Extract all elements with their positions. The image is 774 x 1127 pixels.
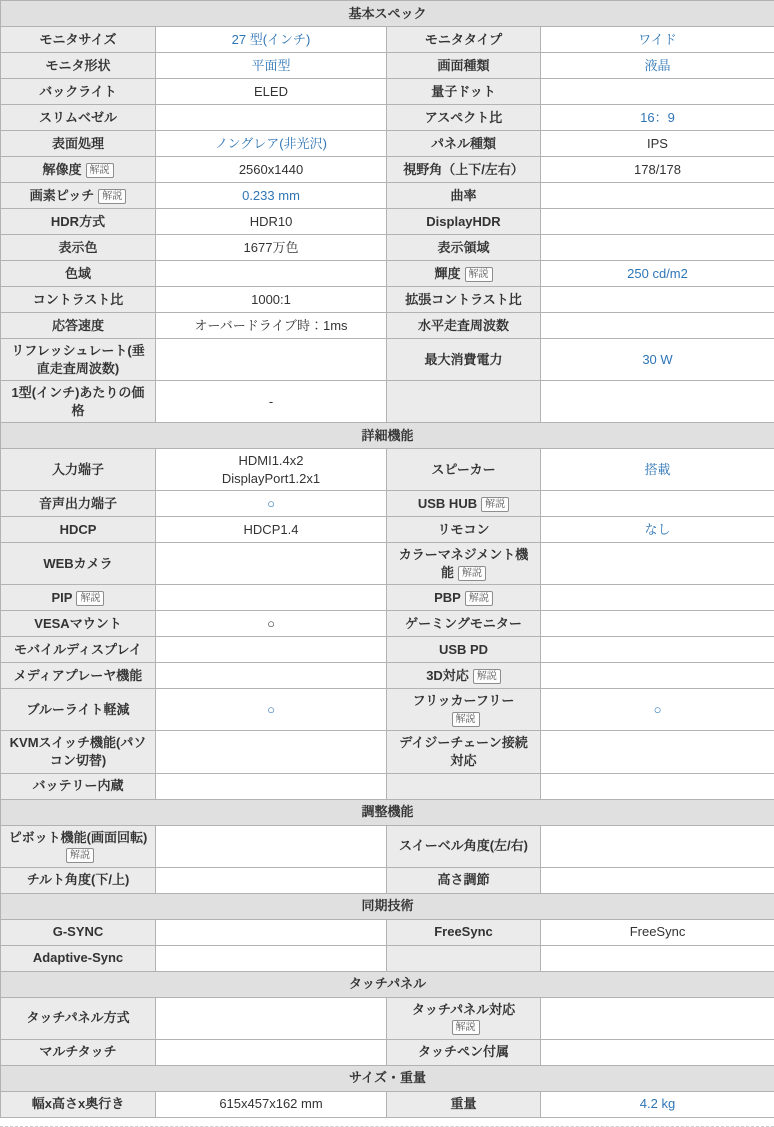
spec-row (1, 105, 774, 131)
spec-label: 表面処理 (52, 136, 104, 151)
spec-value: 615x457x162 mm (219, 1096, 322, 1111)
spec-value-link[interactable]: ノングレア(非光沢) (215, 136, 327, 151)
spec-label: モニタ形状 (45, 58, 110, 73)
spec-label: 表示色 (58, 240, 97, 255)
spec-label-cell (1, 773, 156, 799)
kaisetsu-help-badge[interactable]: 解説 (66, 848, 94, 863)
spec-label: 重量 (450, 1096, 476, 1111)
spec-row (1, 919, 774, 945)
spec-value-cell (156, 27, 387, 53)
spec-value-cell (541, 339, 774, 381)
kaisetsu-help-badge[interactable]: 解説 (452, 1020, 480, 1035)
spec-label-cell (387, 731, 541, 773)
spec-value-cell (156, 543, 387, 585)
spec-label-cell (387, 339, 541, 381)
spec-value-link[interactable]: 平面型 (251, 58, 290, 73)
spec-label-cell (387, 157, 541, 183)
spec-label-cell (387, 183, 541, 209)
spec-value-cell (541, 585, 774, 611)
section-header: 同期技術 (1, 893, 774, 919)
spec-label: チルト角度(下/上) (27, 872, 130, 887)
spec-value-cell (156, 637, 387, 663)
spec-value-cell (156, 867, 387, 893)
spec-value-link[interactable]: 27 型(インチ) (232, 32, 311, 47)
spec-label-cell (387, 209, 541, 235)
spec-value-cell (156, 131, 387, 157)
spec-label-cell (387, 79, 541, 105)
spec-label-cell (387, 491, 541, 517)
spec-label-cell (1, 381, 156, 423)
spec-label-cell (387, 53, 541, 79)
spec-label: PBP (434, 590, 461, 605)
spec-label-cell (1, 585, 156, 611)
spec-label-cell (387, 381, 541, 423)
spec-label-cell (1, 157, 156, 183)
spec-label: 輝度 (434, 266, 460, 281)
spec-label: タッチパネル方式 (26, 1010, 129, 1025)
spec-value-cell (541, 637, 774, 663)
spec-label-cell (387, 313, 541, 339)
spec-row (1, 825, 774, 867)
section-header: 調整機能 (1, 799, 774, 825)
spec-label: VESAマウント (34, 616, 121, 631)
spec-value: IPS (647, 136, 668, 151)
spec-label: スピーカー (431, 462, 495, 477)
spec-row (1, 287, 774, 313)
spec-value-cell (541, 53, 774, 79)
spec-label-cell (387, 919, 541, 945)
spec-label: WEBカメラ (43, 556, 112, 571)
kaisetsu-help-badge[interactable]: 解説 (452, 712, 480, 727)
spec-label-cell (387, 773, 541, 799)
spec-label-cell (387, 825, 541, 867)
spec-value: 2560x1440 (239, 162, 303, 177)
spec-label-cell (1, 53, 156, 79)
spec-label-cell (1, 997, 156, 1039)
spec-value-cell (541, 731, 774, 773)
spec-value-cell (541, 105, 774, 131)
spec-value-cell (156, 491, 387, 517)
spec-row (1, 543, 774, 585)
spec-value-cell (156, 261, 387, 287)
spec-label: パネル種類 (431, 136, 496, 151)
kaisetsu-help-badge[interactable]: 解説 (465, 591, 493, 606)
spec-label: 表示領域 (437, 240, 489, 255)
spec-row (1, 157, 774, 183)
spec-value: オーバードライブ時：1ms (194, 318, 347, 333)
spec-value-link[interactable]: 搭載 (645, 462, 671, 477)
spec-value: 1677万色 (244, 240, 299, 255)
spec-row (1, 731, 774, 773)
spec-label: 幅x高さx奥行き (32, 1096, 124, 1111)
spec-label-cell (387, 449, 541, 491)
spec-label: スリムベゼル (39, 110, 117, 125)
spec-value-link[interactable]: 16：9 (640, 110, 675, 125)
spec-value-cell (541, 611, 774, 637)
section-header-row (1, 1, 774, 27)
spec-label-cell (1, 919, 156, 945)
spec-value-cell (541, 945, 774, 971)
section-header-row (1, 893, 774, 919)
spec-label-cell (1, 543, 156, 585)
spec-value-cell (541, 919, 774, 945)
spec-label: バッテリー内蔵 (32, 778, 123, 793)
spec-value-link[interactable]: ○ (267, 702, 275, 717)
spec-row (1, 773, 774, 799)
spec-label: タッチパネル対応 (412, 1002, 515, 1017)
spec-label: ブルーライト軽減 (26, 702, 129, 717)
spec-value-cell (541, 79, 774, 105)
kaisetsu-help-badge[interactable]: 解説 (98, 189, 126, 204)
spec-value: - (269, 394, 273, 409)
spec-label-cell (1, 235, 156, 261)
spec-label-cell (387, 235, 541, 261)
spec-value-cell (541, 1039, 774, 1065)
spec-value-cell (156, 209, 387, 235)
section-header-row (1, 1065, 774, 1091)
spec-label: バックライト (39, 84, 117, 99)
spec-value-cell (156, 585, 387, 611)
spec-value-cell (541, 543, 774, 585)
spec-label: リモコン (437, 522, 489, 537)
spec-value-cell (541, 449, 774, 491)
kaisetsu-help-badge[interactable]: 解説 (481, 497, 509, 512)
spec-label: DisplayHDR (426, 214, 500, 229)
spec-label: HDCP (60, 522, 97, 537)
spec-row (1, 449, 774, 491)
spec-row (1, 663, 774, 689)
spec-label: 拡張コントラスト比 (405, 292, 522, 307)
spec-value-cell (156, 53, 387, 79)
spec-label-cell (1, 79, 156, 105)
spec-row (1, 381, 774, 423)
spec-label-cell (387, 867, 541, 893)
spec-label-cell (1, 313, 156, 339)
spec-value-cell (156, 945, 387, 971)
spec-value-cell (541, 261, 774, 287)
spec-label-cell (387, 287, 541, 313)
spec-row (1, 611, 774, 637)
spec-label-cell (1, 517, 156, 543)
spec-label: 解像度 (42, 162, 81, 177)
spec-label-cell (1, 637, 156, 663)
spec-row (1, 945, 774, 971)
spec-row (1, 27, 774, 53)
spec-value-cell (156, 773, 387, 799)
spec-value: HDMI1.4x2 DisplayPort1.2x1 (222, 453, 320, 486)
spec-value-link[interactable]: 250 cd/m2 (627, 266, 688, 281)
spec-value-cell (541, 131, 774, 157)
spec-value-cell (156, 919, 387, 945)
spec-value-cell (156, 183, 387, 209)
spec-label-cell (1, 449, 156, 491)
spec-value-cell (541, 1091, 774, 1117)
spec-value: 1000:1 (251, 292, 291, 307)
spec-label-cell (1, 731, 156, 773)
spec-value-cell (541, 663, 774, 689)
spec-row (1, 53, 774, 79)
spec-label: USB PD (439, 642, 488, 657)
section-header: 基本スペック (1, 1, 774, 27)
spec-value-link[interactable]: 30 W (642, 352, 672, 367)
spec-label: HDR方式 (51, 214, 105, 229)
spec-table-body (1, 1, 774, 1118)
spec-value-cell (541, 381, 774, 423)
spec-row (1, 867, 774, 893)
spec-row (1, 997, 774, 1039)
spec-value-link[interactable]: 4.2 kg (640, 1096, 675, 1111)
spec-label: 高さ調節 (437, 872, 489, 887)
spec-value-cell (156, 731, 387, 773)
spec-label: ピボット機能(画面回転) (9, 830, 148, 845)
spec-row (1, 261, 774, 287)
kaisetsu-help-badge[interactable]: 解説 (76, 591, 104, 606)
spec-value-cell (541, 209, 774, 235)
spec-label-cell (387, 997, 541, 1039)
spec-label: FreeSync (434, 924, 493, 939)
spec-label-cell (1, 131, 156, 157)
spec-value-cell (541, 825, 774, 867)
spec-label-cell (1, 611, 156, 637)
spec-label: マルチタッチ (39, 1044, 116, 1059)
spec-label-cell (1, 689, 156, 731)
spec-label-cell (387, 543, 541, 585)
spec-value-cell (541, 689, 774, 731)
spec-label: 量子ドット (431, 84, 495, 99)
kaisetsu-help-badge[interactable]: 解説 (465, 267, 493, 282)
spec-label: モバイルディスプレイ (14, 642, 142, 657)
section-header: 詳細機能 (1, 423, 774, 449)
spec-label: PIP (52, 590, 73, 605)
section-header-row (1, 423, 774, 449)
spec-label: G-SYNC (53, 924, 104, 939)
section-header: サイズ・重量 (1, 1065, 774, 1091)
kaisetsu-help-badge[interactable]: 解説 (458, 566, 486, 581)
spec-value: FreeSync (630, 924, 686, 939)
spec-row (1, 637, 774, 663)
spec-value: ELED (254, 84, 288, 99)
spec-label-cell (387, 1091, 541, 1117)
spec-label-cell (1, 1091, 156, 1117)
spec-label-cell (1, 105, 156, 131)
spec-label-cell (1, 339, 156, 381)
spec-value-cell (156, 339, 387, 381)
spec-row (1, 491, 774, 517)
spec-label: リフレッシュレート(垂直走査周波数) (11, 343, 144, 376)
spec-label: カラーマネジメント機能 (399, 547, 529, 580)
spec-value-cell (156, 287, 387, 313)
spec-value-cell (156, 381, 387, 423)
spec-value-cell (541, 235, 774, 261)
spec-label-cell (1, 1039, 156, 1065)
section-header: タッチパネル (1, 971, 774, 997)
spec-label: KVMスイッチ機能(パソコン切替) (10, 735, 147, 768)
spec-label: アスペクト比 (425, 110, 502, 125)
spec-value-cell (156, 517, 387, 543)
spec-value: HDR10 (250, 214, 293, 229)
spec-value-cell (541, 867, 774, 893)
spec-label: USB HUB (418, 496, 477, 511)
spec-label-cell (1, 287, 156, 313)
spec-row (1, 313, 774, 339)
spec-label: メディアプレーヤ機能 (14, 668, 142, 683)
spec-value-cell (156, 997, 387, 1039)
spec-value-cell (541, 997, 774, 1039)
spec-value-cell (156, 689, 387, 731)
spec-row (1, 235, 774, 261)
spec-value: HDCP1.4 (244, 522, 299, 537)
spec-label: 視野角（上下/左右） (403, 162, 524, 177)
kaisetsu-help-badge[interactable]: 解説 (86, 163, 114, 178)
spec-label: タッチペン付属 (418, 1044, 509, 1059)
section-header-row (1, 971, 774, 997)
spec-row (1, 339, 774, 381)
spec-label-cell (1, 825, 156, 867)
spec-row (1, 79, 774, 105)
spec-row (1, 517, 774, 543)
kaisetsu-help-badge[interactable]: 解説 (473, 669, 501, 684)
spec-label-cell (1, 27, 156, 53)
spec-value: ○ (267, 616, 275, 631)
spec-label-cell (387, 663, 541, 689)
spec-value-link[interactable]: ○ (654, 702, 662, 717)
spec-label: 色域 (65, 266, 91, 281)
spec-label-cell (387, 517, 541, 543)
spec-label: 画素ピッチ (30, 188, 94, 203)
spec-label-cell (1, 209, 156, 235)
spec-row (1, 183, 774, 209)
spec-label: スイーベル角度(左/右) (399, 838, 528, 853)
spec-label-cell (387, 637, 541, 663)
spec-label: 3D対応 (426, 668, 469, 683)
spec-value-cell (541, 773, 774, 799)
spec-value-link[interactable]: ワイド (638, 32, 677, 47)
spec-value-cell (156, 79, 387, 105)
spec-label-cell (387, 945, 541, 971)
spec-label-cell (1, 261, 156, 287)
spec-label: ゲーミングモニター (405, 616, 522, 631)
spec-row (1, 209, 774, 235)
spec-value-cell (156, 235, 387, 261)
spec-label-cell (387, 1039, 541, 1065)
spec-label: 曲率 (450, 188, 476, 203)
spec-label: モニタサイズ (40, 32, 117, 47)
spec-value-link[interactable]: ○ (267, 496, 275, 511)
spec-label-cell (1, 867, 156, 893)
spec-value-cell (156, 663, 387, 689)
spec-label-cell (387, 131, 541, 157)
spec-value-cell (541, 517, 774, 543)
spec-label: モニタタイプ (425, 32, 502, 47)
spec-value: 178/178 (634, 162, 681, 177)
spec-label: 応答速度 (52, 318, 104, 333)
spec-label-cell (387, 27, 541, 53)
spec-label-cell (387, 689, 541, 731)
section-header-row (1, 799, 774, 825)
spec-label: 画面種類 (437, 58, 489, 73)
spec-value-cell (156, 449, 387, 491)
spec-label-cell (1, 663, 156, 689)
spec-label-cell (1, 183, 156, 209)
spec-value-cell (156, 1091, 387, 1117)
spec-label: デイジーチェーン接続対応 (399, 735, 527, 768)
spec-row (1, 689, 774, 731)
spec-value-cell (541, 27, 774, 53)
spec-label: 1型(インチ)あたりの価格 (12, 385, 145, 418)
spec-value-cell (156, 157, 387, 183)
spec-label: 音声出力端子 (39, 496, 117, 511)
spec-row (1, 1039, 774, 1065)
spec-label-cell (387, 611, 541, 637)
spec-label: コントラスト比 (33, 292, 124, 307)
spec-label: フリッカーフリー (413, 693, 515, 708)
spec-row (1, 131, 774, 157)
spec-label: 最大消費電力 (424, 352, 502, 367)
spec-label-cell (1, 491, 156, 517)
spec-value-cell (156, 105, 387, 131)
spec-label-cell (387, 585, 541, 611)
spec-value-link[interactable]: 液晶 (645, 58, 671, 73)
spec-label: 入力端子 (52, 462, 104, 477)
spec-label: 水平走査周波数 (418, 318, 509, 333)
spec-value-cell (541, 287, 774, 313)
spec-value-cell (156, 825, 387, 867)
spec-row (1, 1091, 774, 1117)
spec-label: Adaptive-Sync (33, 950, 123, 965)
spec-value-cell (156, 1039, 387, 1065)
spec-row (1, 585, 774, 611)
spec-value-cell (541, 157, 774, 183)
spec-value-link[interactable]: 0.233 mm (242, 188, 300, 203)
spec-value-cell (541, 183, 774, 209)
spec-value-cell (156, 611, 387, 637)
spec-label-cell (387, 105, 541, 131)
spec-label-cell (387, 261, 541, 287)
spec-value-cell (541, 491, 774, 517)
spec-value-cell (156, 313, 387, 339)
spec-value-cell (541, 313, 774, 339)
spec-value-link[interactable]: なし (645, 522, 671, 537)
spec-label-cell (1, 945, 156, 971)
